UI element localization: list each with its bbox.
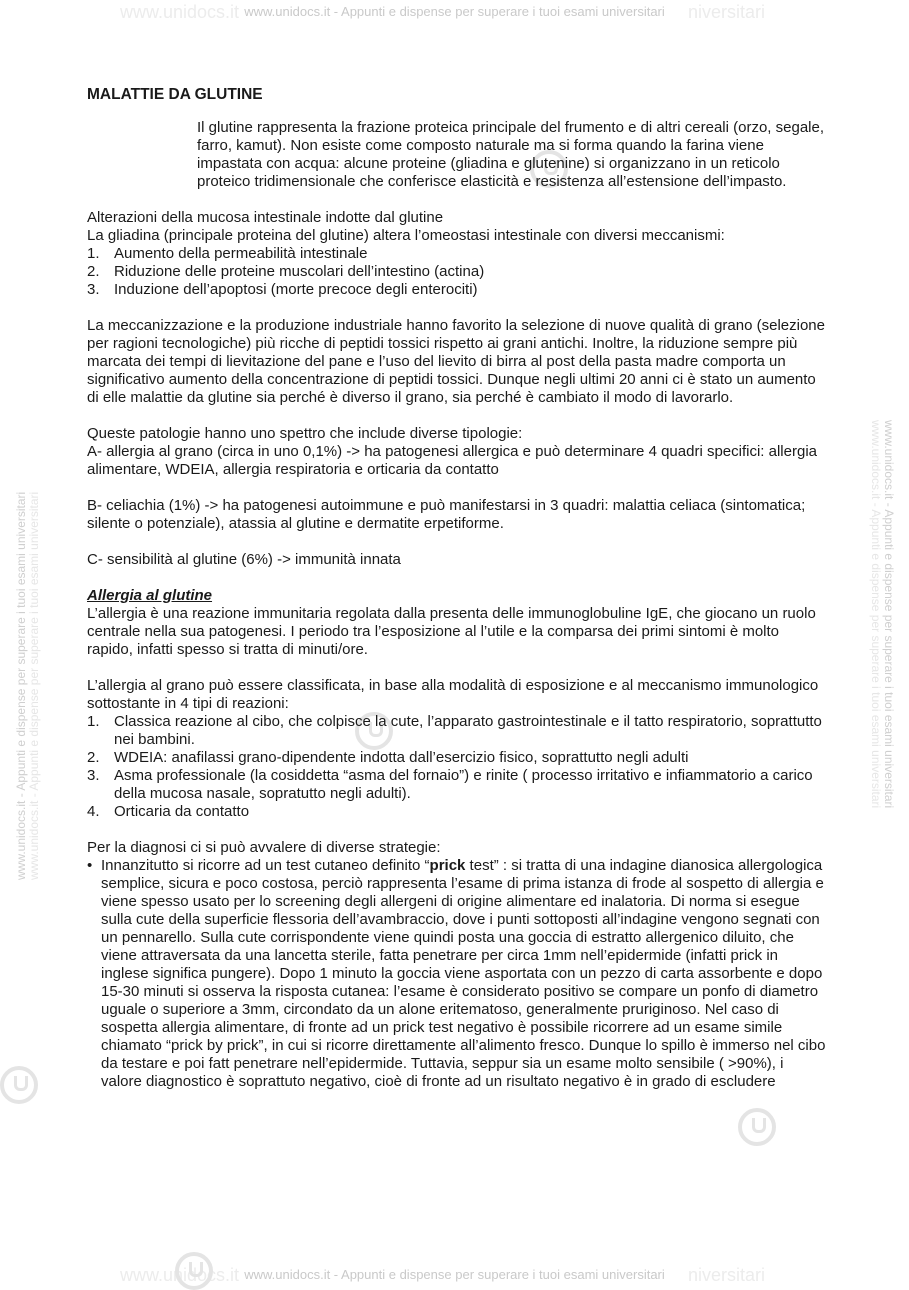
unidocs-logo-icon [0,1066,38,1104]
page-title: MALATTIE DA GLUTINE [87,86,263,103]
alterations-list [87,245,827,299]
list-number: 2. [87,263,100,280]
list-item [87,713,827,749]
ghost-watermark-bottom-right: niversitari [688,1265,766,1285]
left-side-ghost-watermark: www.unidocs.it - Appunti e dispense per superare i tuoi esami universitari [27,491,41,880]
list-item-text: Orticaria da contatto [114,803,250,820]
list-number: 1. [87,713,100,730]
list-item [87,245,827,263]
list-item-text: WDEIA: anafilassi grano-dipendente indotta dall’esercizio fisico, soprattutto negli adulti [114,749,689,766]
list-item [87,857,827,1091]
list-item [87,281,827,299]
unidocs-logo-icon [738,1108,776,1146]
left-side-watermark: www.unidocs.it - Appunti e dispense per superare i tuoi esami universitari [14,491,28,880]
list-number: 3. [87,281,100,298]
diagnosis-list [87,857,827,1091]
unidocs-logo-icon [175,1252,213,1290]
bullet-icon: • [87,857,93,874]
ghost-watermark-top-left: www.unidocs.it [120,2,240,22]
allergy-paragraph: L’allergia è una reazione immunitaria regolata dalla presenta delle immunoglobuline IgE, che giocano un ruolo centrale nella sua patogenesi. I periodo tra l’esposizione al l’utile e la comparsa dei primi sintomi è molto rapido, infatti spesso si tratta di minuti/ore. [87,605,816,658]
classification-list [87,713,827,821]
spectrum-intro: Queste patologie hanno uno spettro che include diverse tipologie: [87,425,523,442]
list-item [87,767,827,803]
header-watermark: www.unidocs.it - Appunti e dispense per superare i tuoi esami universitari [244,4,665,19]
list-item [87,749,827,767]
list-number: 4. [87,803,100,820]
prick-keyword: prick [429,857,466,874]
list-number: 2. [87,749,100,766]
diagnosis-intro: Per la diagnosi ci si può avvalere di diverse strategie: [87,839,441,856]
alterations-intro: La gliadina (principale proteina del glutine) altera l’omeostasi intestinale con diversi meccanismi: [87,227,725,244]
diagnosis-text-post: test” : si tratta di una indagine dianosica allergologica semplice, sicura e poco costosa, perciò rappresenta l’esame di prima istanza di frode al sospetto di allergia e viene spesso usato per lo screening degli allergeni di origine alimentare ed inalatoria. Di norma si esegue sulla cute della superficie flessoria dell’avambraccio, dove i punti sottoposti all’indagine vengono segnati con un pennarello. Sulla cute corrispondente viene quindi posta una goccia di estratto allergenico diluito, che viene attraversata da una lancetta sterile, fatta penetrare per circa 1mm nell’epidermide (infatti prick in inglese significa pungere). Dopo 1 minuto la goccia viene asportata con un pezzo di carta assorbente e dopo 15-30 minuti si osserva la risposta cutanea: l’esame è considerato positivo se compare un ponfo di diametro uguale o superiore a 3mm, circondato da un alone eritematoso, generalmente pruriginoso. Nel caso di sospetta allergia alimentare, di fronte ad un prick test negativo è possibile ricorrere ad un esame simile chiamato “prick by prick”, in cui si ricorre direttamente all’alimento fresco. Dunque lo spillo è immerso nel cibo da testare e poi fatt penetrare nell’epidermide. Tuttavia, seppur sia un esame molto sensibile ( >90%), i valore diagnostico è soprattuto negativo, cioè di fronte ad un risultato negativo è in grado di escludere [101,857,826,1090]
mechanization-paragraph: La meccanizzazione e la produzione industriale hanno favorito la selezione di nuove qualità di grano (selezione per ragioni tecnologiche) più ricche di peptidi tossici rispetto ai grani antichi. Inoltre, la riduzione sempre più marcata dei tempi di lievitazione del pane e l’uso del lievito di birra al post della pasta madre comporta un significativo aumento della concentrazione di peptidi tossici. Dunque negli ultimi 20 anni ci è stato un aumento di elle malattie da glutine sia perché è diverso il grano, sia perché è cambiato il modo di lavorarlo. [87,317,825,406]
footer-watermark: www.unidocs.it - Appunti e dispense per superare i tuoi esami universitari [244,1267,665,1282]
list-item-text: Induzione dell’apoptosi (morte precoce degli enterociti) [114,281,478,298]
list-item [87,263,827,281]
spectrum-a: A- allergia al grano (circa in uno 0,1%) -> ha patogenesi allergica e può determinare 4 quadri specifici: allergia alimentare, WDEIA, allergia respiratoria e orticaria da contatto [87,443,817,478]
ghost-watermark-top-right: niversitari [688,2,766,22]
spectrum-c: C- sensibilità al glutine (6%) -> immunità innata [87,551,401,568]
list-item-text: Asma professionale (la cosiddetta “asma del fornaio”) e rinite ( processo irritativo e infiammatorio a carico della mucosa nasale, sopratutto negli adulti). [114,767,813,802]
list-number: 3. [87,767,100,784]
classification-intro: L’allergia al grano può essere classificata, in base alla modalità di esposizione e al meccanismo immunologico sottostante in 4 tipi di reazioni: [87,677,819,712]
list-item-text: Riduzione delle proteine muscolari dell’intestino (actina) [114,263,485,280]
document-body [87,86,827,1091]
list-item [87,803,827,821]
spectrum-b: B- celiachia (1%) -> ha patogenesi autoimmune e può manifestarsi in 3 quadri: malattia celiaca (sintomatica; silente o potenziale), atassia al glutine e dermatite erpetiforme. [87,497,806,532]
right-side-ghost-watermark: www.unidocs.it - Appunti e dispense per superare i tuoi esami universitari [869,420,883,809]
intro-paragraph: Il glutine rappresenta la frazione proteica principale del frumento e di altri cereali (orzo, segale, farro, kamut). Non esiste come composto naturale ma si forma quando la farina viene impastata con acqua: alcune proteine (gliadina e glutenine) si organizzano in un reticolo proteico tridimensionale che conferisce elasticità e resistenza all’estensione dell’impasto. [197,119,825,190]
list-item-text: Classica reazione al cibo, che colpisce la cute, l’apparato gastrointestinale e il tatto respiratorio, soprattutto nei bambini. [114,713,822,748]
alterations-heading: Alterazioni della mucosa intestinale indotte dal glutine [87,209,444,226]
diagnosis-text-pre: Innanzitutto si ricorre ad un test cutaneo definito “ [101,857,430,874]
list-number: 1. [87,245,100,262]
allergy-heading: Allergia al glutine [87,587,213,604]
ghost-watermark-bottom-left: www.unidocs.it [120,1265,240,1285]
list-item-text: Aumento della permeabilità intestinale [114,245,368,262]
right-side-watermark: www.unidocs.it - Appunti e dispense per superare i tuoi esami universitari [882,420,896,809]
